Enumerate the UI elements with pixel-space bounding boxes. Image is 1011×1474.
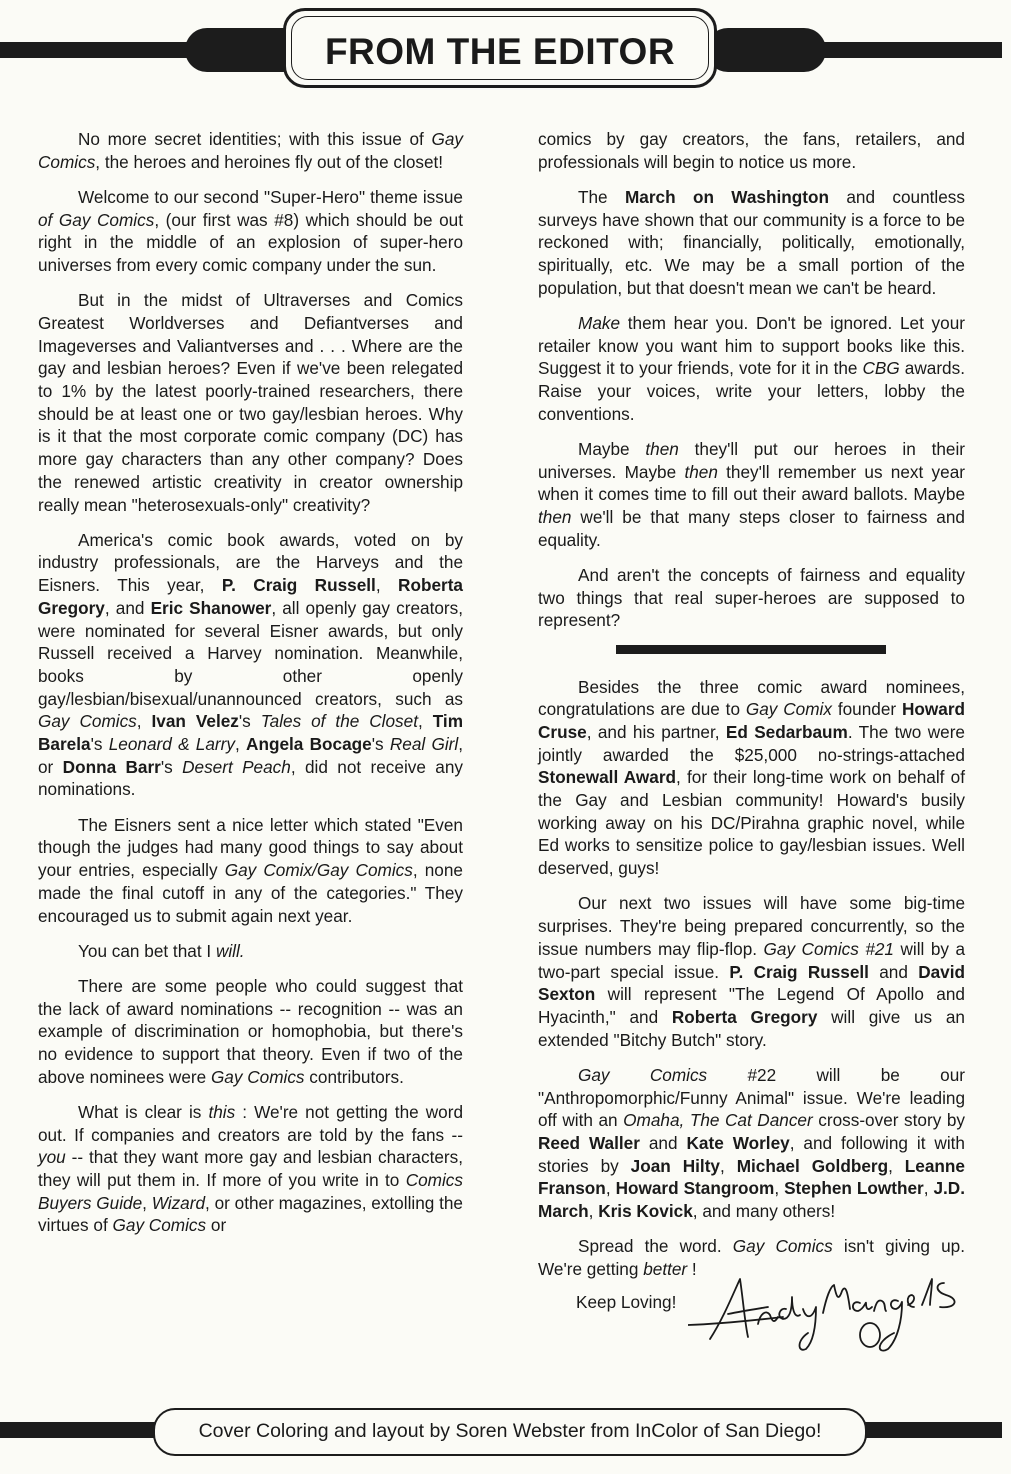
footer-bar-left xyxy=(0,1422,170,1438)
paragraph: The March on Washington and countless surveys have shown that our community is a force to be reckoned with; financially, politically, emotionally, spiritually, etc. We may be a small portion of the population, but that doesn't mean we can't be heard. xyxy=(538,186,965,298)
paragraph: Spread the word. Gay Comics isn't giving up. We're getting better ! xyxy=(538,1236,966,1279)
signoff-text: Keep Loving! xyxy=(576,1292,677,1313)
paragraph: But in the midst of Ultraverses and Comics Greatest Worldverses and Defiantverses and Imageverses and Valiantverses and . . . Where are the gay and lesbian heroes? Even if we've been relegated to 1% by the latest poorly-trained researchers, there should be at least one or two gay/lesbian heroes. Why is it that the most corporate comic company (DC) has more gay characters than any other company? Does the renewed artistic creativity in creator ownership really mean "heterosexuals-only" creativity? xyxy=(38,290,463,515)
paragraph: There are some people who could suggest that the lack of award nominations -- recognition -- was an example of discrimination or homophobia, but there's no evidence to support that theory. Even if two of the above nominees were Gay Comics contributors. xyxy=(38,975,463,1087)
paragraph: What is clear is this : We're not getting the word out. If companies and creators are told by the fans -- you -- that they want more gay and lesbian characters, they will put them in. If more of you write in to Comics Buyers Guide, Wizard, or other magazines, extolling the virtues of Gay Comics or xyxy=(38,1101,463,1236)
paragraph: comics by gay creators, the fans, retailers, and professionals will begin to notice us more. xyxy=(538,129,965,172)
paragraph: Gay Comics #22 will be our "Anthropomorphic/Funny Animal" issue. We're leading off with an Omaha, The Cat Dancer cross-over story by Reed Waller and Kate Worley, and following it with stories by Joan Hilty, Michael Goldberg, Leanne Franson, Howard Stangroom, Stephen Lowther, J.D. March, Kris Kovick, and many others! xyxy=(538,1064,965,1222)
paragraph: And aren't the concepts of fairness and equality two things that real super-heroes are supposed to represent? xyxy=(538,564,965,631)
paragraph: You can bet that I will. xyxy=(78,940,245,961)
paragraph: Our next two issues will have some big-time surprises. They're being prepared concurrently, so the issue numbers may flip-flop. Gay Comics #21 will by a two-part special issue. P. Craig Russell and David Sexton will represent "The Legend Of Apollo and Hyacinth," and Roberta Gregory will give us an extended "Bitchy Butch" story. xyxy=(538,893,966,1050)
footer-bar-right xyxy=(850,1422,1002,1438)
signature-icon xyxy=(688,1269,978,1359)
paragraph: Besides the three comic award nominees, congratulations are due to Gay Comix founder Howard Cruse, and his partner, Ed Sedarbaum. The two were jointly awarded the $25,000 no-strings-attached Stonewall Award, for their long-time work on behalf of the Gay and Lesbian community! Howard's busily working away on his DC/Pirahna graphic novel, while Ed works to sensitize police to gay/lesbian issues. Well deserved, guys! xyxy=(538,676,966,879)
paragraph: The Eisners sent a nice letter which stated "Even though the judges had many good things to say about your entries, especially Gay Comix/Gay Comics, none made the final cutoff in any of the categories." They encouraged us to submit again next year. xyxy=(38,814,463,926)
right-column xyxy=(538,128,965,1371)
paragraph: Make them hear you. Don't be ignored. Let your retailer know you want him to support books like this. Suggest it to your friends, vote for it in the CBG awards. Raise your voices, write your letters, lobby the conventions. xyxy=(538,312,965,424)
paragraph: America's comic book awards, voted on by industry professionals, are the Harveys and the Eisners. This year, P. Craig Russell, Roberta Gregory, and Eric Shanower, all openly gay creators, were nominated for several Eisner awards, but only Russell received a Harvey nomination. Meanwhile, books by other openly gay/lesbian/bisexual/unannounced creators, such as Gay Comics, Ivan Velez's Tales of the Closet, Tim Barela's Leonard & Larry, Angela Bocage's Real Girl, or Donna Barr's Desert Peach, did not receive any nominations. xyxy=(38,529,464,800)
section-divider xyxy=(616,645,886,654)
banner-cap-right xyxy=(706,28,826,72)
page-title: FROM THE EDITOR xyxy=(324,31,676,72)
left-column xyxy=(38,128,463,1250)
signoff xyxy=(538,1291,965,1371)
paragraph: No more secret identities; with this issue of Gay Comics, the heroes and heroines fly out of the closet! xyxy=(38,129,463,172)
footer-credit: Cover Coloring and layout by Soren Webster from InColor of San Diego! xyxy=(153,1408,867,1456)
paragraph: Welcome to our second "Super-Hero" theme issue of Gay Comics, (our first was #8) which should be out right in the middle of an explosion of super-hero universes from every comic company under the sun. xyxy=(38,186,463,276)
header-banner xyxy=(283,8,717,88)
paragraph: Maybe then they'll put our heroes in their universes. Maybe then they'll remember us next year when it comes time to fill out their award ballots. Maybe then we'll be that many steps closer to fairness and equality. xyxy=(538,438,965,550)
